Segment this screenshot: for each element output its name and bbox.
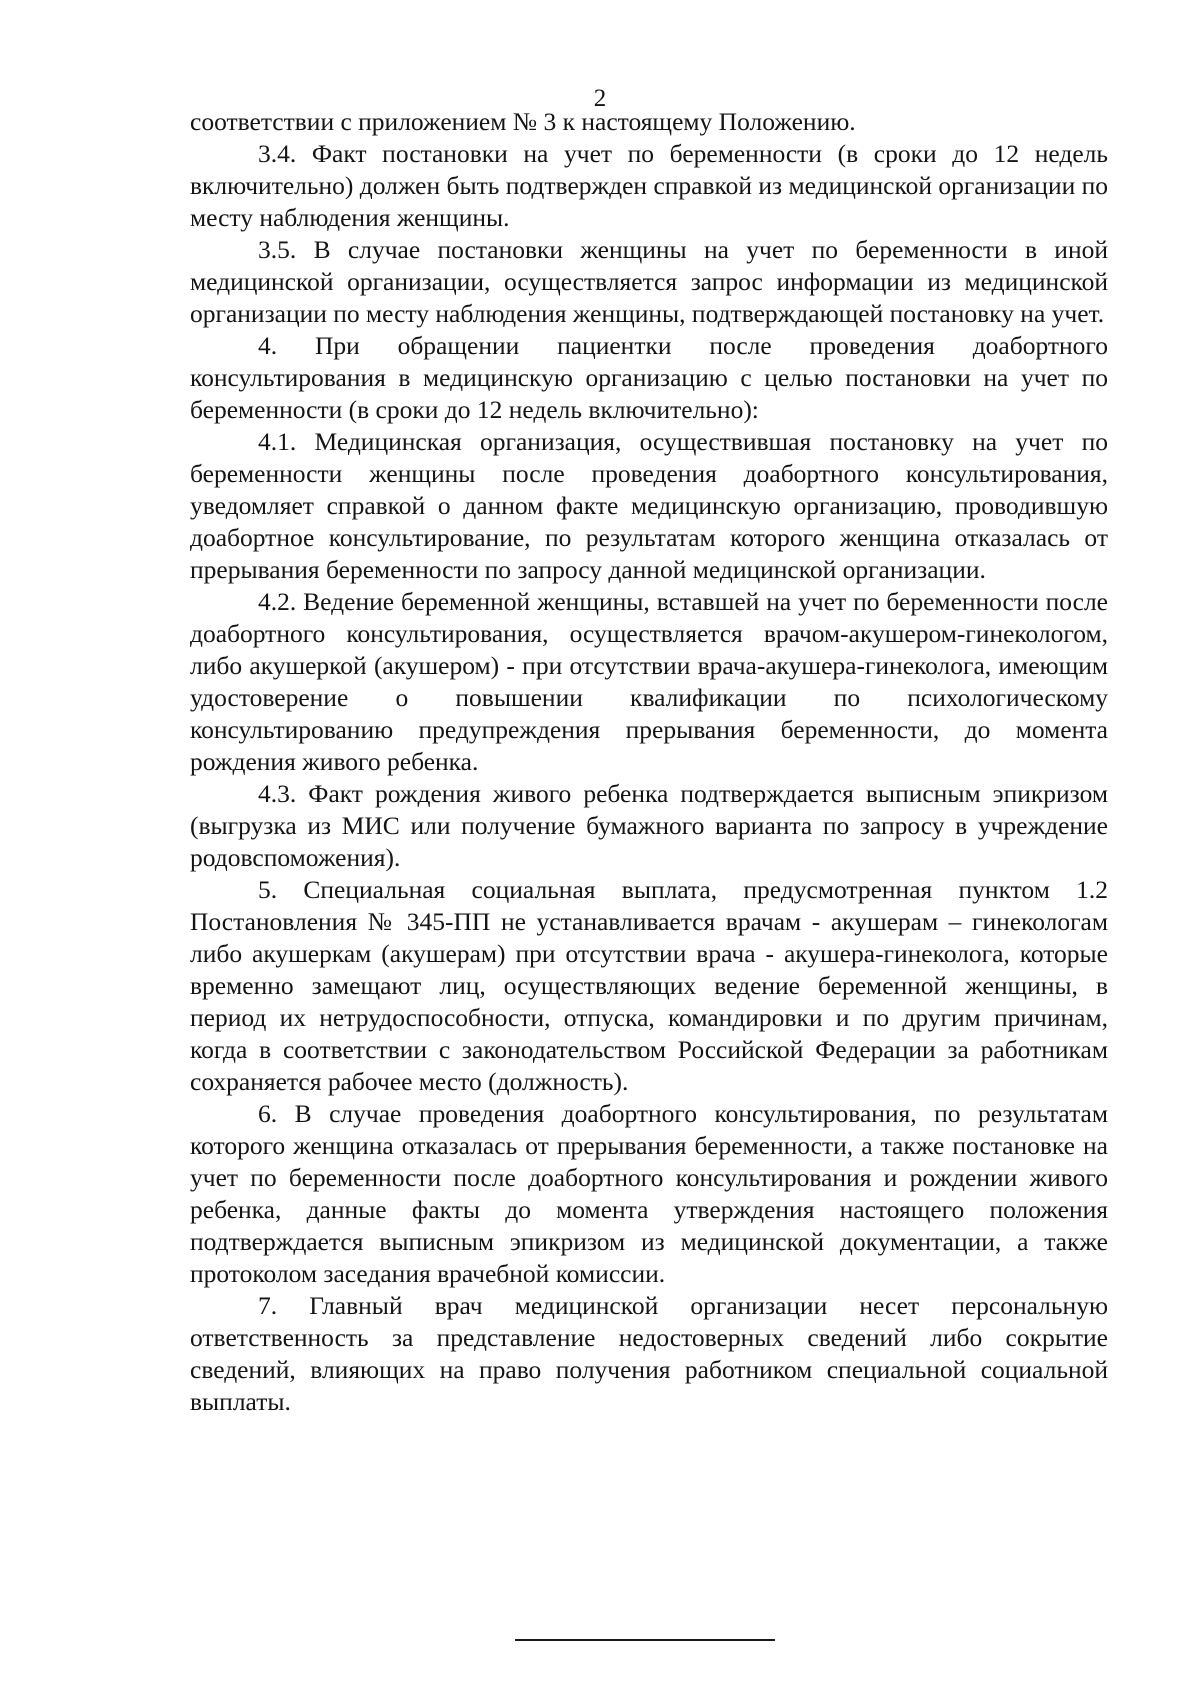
paragraph-4-3: 4.3. Факт рождения живого ребенка подтверждается выписным эпикризом (выгрузка из МИС или получение бумажного варианта по запросу в учреждение родовспоможения). xyxy=(190,779,1108,872)
page-number: 2 xyxy=(593,85,607,112)
end-of-document-rule xyxy=(515,1639,775,1641)
paragraph-3-4: 3.4. Факт постановки на учет по беременности (в сроки до 12 недель включительно) должен быть подтвержден справкой из медицинской организации по месту наблюдения женщины. xyxy=(190,139,1109,232)
paragraph-4: 4. При обращении пациентки после проведения доабортного консультирования в медицинскую организацию с целью постановки на учет по беременности (в сроки до 12 недель включительно): xyxy=(190,331,1108,424)
paragraph-5: 5. Специальная социальная выплата, предусмотренная пунктом 1.2 Постановления № 345-ПП не устанавливается врачам - акушерам – гинекологам либо акушеркам (акушерам) при отсутствии врача - акушера-гинеколога, которые временно замещают лиц, осуществляющих ведение беременной женщины, в период их нетрудоспособности, отпуска, командировки и по другим причинам, когда в соответствии с законодательством Российской Федерации за работникам сохраняется рабочее место (должность). xyxy=(190,875,1108,1096)
paragraph-6: 6. В случае проведения доабортного консультирования, по результатам которого женщина отказалась от прерывания беременности, а также постановке на учет по беременности после доабортного консультирования и рождении живого ребенка, данные факты до момента утверждения настоящего положения подтверждается выписным эпикризом из медицинской документации, а также протоколом заседания врачебной комиссии. xyxy=(190,1099,1108,1288)
paragraph-4-1: 4.1. Медицинская организация, осуществившая постановку на учет по беременности женщины после проведения доабортного консультирования, уведомляет справкой о данном факте медицинскую организацию, проводившую доабортное консультирование, по результатам которого женщина отказалась от прерывания беременности по запросу данной медицинской организации. xyxy=(190,427,1108,584)
document-body xyxy=(190,106,1108,1418)
paragraph-7: 7. Главный врач медицинской организации несет персональную ответственность за представление недостоверных сведений либо сокрытие сведений, влияющих на право получения работником специальной социальной выплаты. xyxy=(190,1291,1108,1416)
paragraph-3-5: 3.5. В случае постановки женщины на учет по беременности в иной медицинской организации, осуществляется запрос информации из медицинской организации по месту наблюдения женщины, подтверждающей постановку на учет. xyxy=(190,235,1108,328)
paragraph-continuation: соответствии с приложением № 3 к настоящему Положению. xyxy=(190,107,856,136)
paragraph-4-2: 4.2. Ведение беременной женщины, вставшей на учет по беременности после доабортного консультирования, осуществляется врачом-акушером-гинекологом, либо акушеркой (акушером) - при отсутствии врача-акушера-гинеколога, имеющим удостоверение о повышении квалификации по психологическому консультированию предупреждения прерывания беременности, до момента рождения живого ребенка. xyxy=(190,587,1108,776)
